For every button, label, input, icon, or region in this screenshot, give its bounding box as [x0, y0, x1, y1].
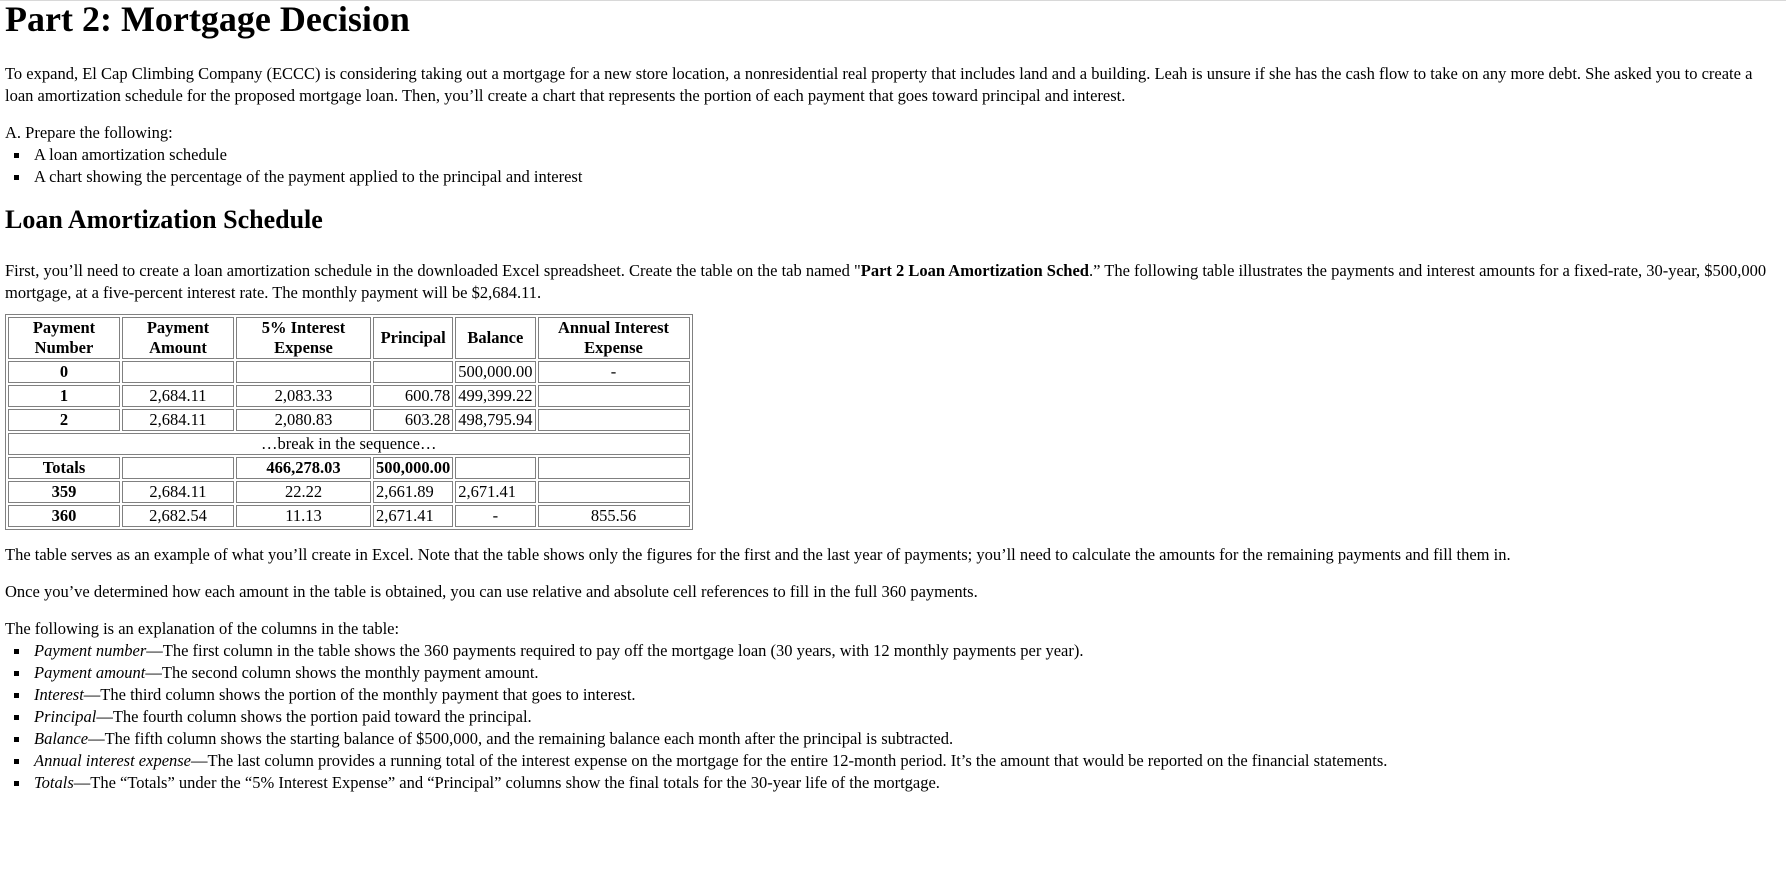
tab-name: Part 2 Loan Amortization Sched [860, 261, 1089, 280]
term: Totals [34, 773, 74, 792]
prepare-heading: A. Prepare the following: [5, 123, 173, 142]
cell-interest: 11.13 [236, 505, 371, 527]
cell-number: 2 [8, 409, 120, 431]
list-item [34, 728, 1781, 750]
totals-label: Totals [8, 457, 120, 479]
table-header-row [8, 317, 690, 359]
term: Annual interest expense [34, 751, 192, 770]
cell-balance: 498,795.94 [455, 409, 535, 431]
term: Payment amount [34, 663, 146, 682]
header-payment-number: Payment Number [8, 317, 120, 359]
cell-number: 0 [8, 361, 120, 383]
header-annual-interest: Annual Interest Expense [538, 317, 690, 359]
page-title: Part 2: Mortgage Decision [5, 0, 410, 39]
totals-interest: 466,278.03 [236, 457, 371, 479]
definition: —The first column in the table shows the 360 payments required to pay off the mortgage loan (30 years, with 12 monthly payments per year). [146, 641, 1084, 660]
cell-principal [373, 361, 453, 383]
list-item [34, 750, 1781, 772]
explanation-list [5, 640, 1781, 794]
list-item [34, 684, 1781, 706]
header-principal: Principal [373, 317, 453, 359]
cell-interest: 2,083.33 [236, 385, 371, 407]
definition: —The fifth column shows the starting balance of $500,000, and the remaining balance each month after the principal is subtracted. [88, 729, 954, 748]
table-row [8, 505, 690, 527]
table-totals-row [8, 457, 690, 479]
cell-annual: - [538, 361, 690, 383]
definition: —The second column shows the monthly payment amount. [145, 663, 539, 682]
cell-reference-paragraph: Once you’ve determined how each amount in the table is obtained, you can use relative and absolute cell references to fill in the full 360 payments. [5, 582, 978, 601]
cell-annual: 855.56 [538, 505, 690, 527]
list-item: A chart showing the percentage of the payment applied to the principal and interest [34, 166, 1781, 188]
cell-annual [538, 481, 690, 503]
term: Balance [34, 729, 89, 748]
cell-amount: 2,684.11 [122, 385, 234, 407]
table-row [8, 385, 690, 407]
cell-annual [538, 457, 690, 479]
cell-principal: 603.28 [373, 409, 453, 431]
list-item: A loan amortization schedule [34, 144, 1781, 166]
header-payment-amount: Payment Amount [122, 317, 234, 359]
list-item [34, 772, 1781, 794]
cell-balance: - [455, 505, 535, 527]
first-paragraph [5, 260, 1781, 304]
totals-principal: 500,000.00 [373, 457, 453, 479]
cell-number: 360 [8, 505, 120, 527]
cell-amount [122, 457, 234, 479]
first-para-after: .” The following table illustrates the payments and interest amounts for a fixed-rate, 30-year, $500,000 mortgage, at a five-percent interest rate. The monthly payment will be $2,684.11. [5, 261, 1767, 302]
cell-balance [455, 457, 535, 479]
cell-annual [538, 409, 690, 431]
cell-number: 1 [8, 385, 120, 407]
term: Interest [34, 685, 84, 704]
list-item [34, 706, 1781, 728]
explanation-intro: The following is an explanation of the columns in the table: [5, 619, 400, 638]
definition: —The fourth column shows the portion paid toward the principal. [96, 707, 532, 726]
cell-amount [122, 361, 234, 383]
table-note-paragraph: The table serves as an example of what you’ll create in Excel. Note that the table shows only the figures for the first and the last year of payments; you’ll need to calculate the amounts for the remaining payments and fill them in. [5, 545, 1511, 564]
header-interest-expense: 5% Interest Expense [236, 317, 371, 359]
list-item [34, 662, 1781, 684]
intro-paragraph: To expand, El Cap Climbing Company (ECCC) is considering taking out a mortgage for a new store location, a nonresidential real property that includes land and a building. Leah is unsure if she has the cash flow to take on any more debt. She asked you to create a loan amortization schedule for the proposed mortgage loan. Then, you’ll create a chart that represents the portion of each payment that goes toward principal and interest. [5, 64, 1753, 105]
sequence-break: …break in the sequence… [8, 433, 690, 455]
table-row [8, 361, 690, 383]
cell-principal: 600.78 [373, 385, 453, 407]
list-item [34, 640, 1781, 662]
cell-balance: 500,000.00 [455, 361, 535, 383]
cell-amount: 2,684.11 [122, 409, 234, 431]
table-row [8, 409, 690, 431]
cell-balance: 2,671.41 [455, 481, 535, 503]
prepare-list [5, 144, 1781, 188]
term: Principal [34, 707, 97, 726]
amortization-table [5, 314, 693, 530]
definition: —The “Totals” under the “5% Interest Expense” and “Principal” columns show the final totals for the 30-year life of the mortgage. [73, 773, 940, 792]
header-balance: Balance [455, 317, 535, 359]
definition: —The last column provides a running total of the interest expense on the mortgage for the entire 12-month period. It’s the amount that would be reported on the financial statements. [191, 751, 1388, 770]
first-para-before: First, you’ll need to create a loan amortization schedule in the downloaded Excel spreadsheet. Create the table on the tab named " [5, 261, 861, 280]
term: Payment number [34, 641, 147, 660]
cell-amount: 2,684.11 [122, 481, 234, 503]
cell-interest: 22.22 [236, 481, 371, 503]
table-row [8, 481, 690, 503]
section-title: Loan Amortization Schedule [5, 205, 323, 234]
cell-balance: 499,399.22 [455, 385, 535, 407]
cell-number: 359 [8, 481, 120, 503]
cell-interest: 2,080.83 [236, 409, 371, 431]
cell-annual [538, 385, 690, 407]
definition: —The third column shows the portion of the monthly payment that goes to interest. [83, 685, 636, 704]
cell-principal: 2,671.41 [373, 505, 453, 527]
cell-principal: 2,661.89 [373, 481, 453, 503]
document-page [5, 0, 1781, 794]
cell-interest [236, 361, 371, 383]
table-break-row [8, 433, 690, 455]
cell-amount: 2,682.54 [122, 505, 234, 527]
